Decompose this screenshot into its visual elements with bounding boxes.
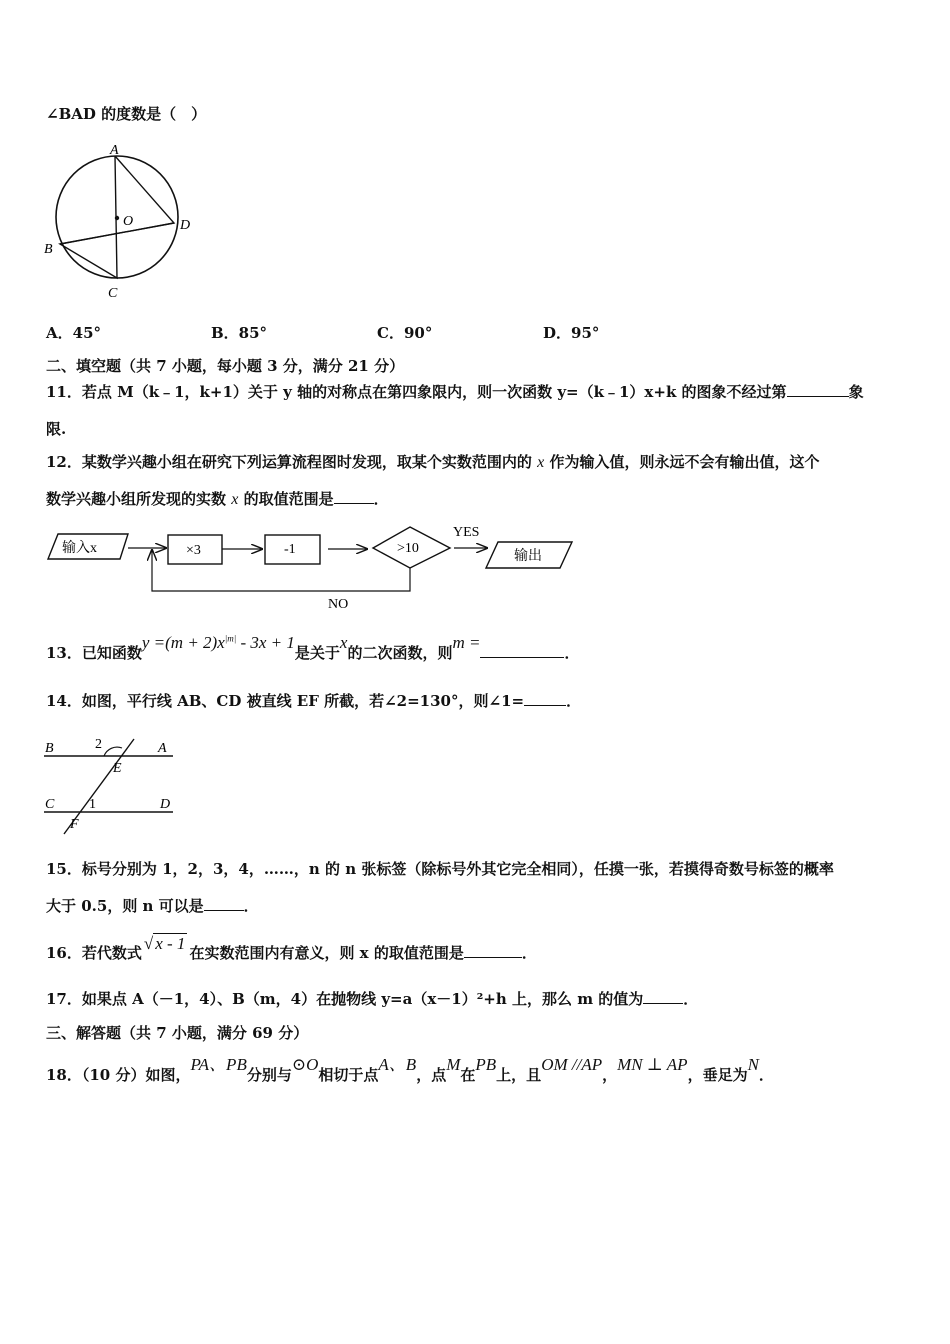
svg-text:2: 2 bbox=[95, 737, 102, 752]
q13-formula: $y =(m + 2)x^{|m|} - 3x + 1$ bbox=[141, 633, 295, 652]
q18-f6: OM //AP bbox=[541, 1055, 603, 1074]
q18-prefix: 18．（10 分）如图， bbox=[46, 1066, 191, 1084]
q11-line2: 限. bbox=[46, 420, 67, 438]
option-c: C．90° bbox=[377, 324, 433, 342]
label-O: O bbox=[123, 214, 134, 229]
option-a: A．45° bbox=[46, 324, 102, 342]
q18-f4: M bbox=[446, 1055, 461, 1074]
q18-t7: ，垂足为 bbox=[687, 1066, 748, 1084]
label-C: C bbox=[108, 286, 118, 300]
q12-blank bbox=[334, 489, 374, 504]
q12-end: ． bbox=[373, 490, 389, 508]
svg-text:D: D bbox=[160, 797, 171, 812]
q13-end: ． bbox=[564, 644, 580, 662]
svg-text:输出: 输出 bbox=[514, 549, 542, 564]
q17-text: 17．如果点 A（－1，4）、B（m，4）在抛物线 y=a（x－1）²+h 上，那么 m 的值为 bbox=[46, 990, 644, 1008]
q16-line bbox=[46, 934, 537, 963]
q10-tail: ∠BAD 的度数是（ ） bbox=[46, 105, 207, 123]
q15-blank bbox=[204, 896, 244, 911]
q12-line1 bbox=[46, 451, 819, 472]
q18-t4: 在 bbox=[460, 1066, 476, 1084]
q14-parallel-lines-figure bbox=[40, 728, 180, 840]
svg-text:输入x: 输入x bbox=[62, 541, 97, 556]
label-A: A bbox=[110, 143, 119, 158]
q15-end: ． bbox=[243, 897, 259, 915]
q18-f5: PB bbox=[475, 1055, 497, 1074]
section-2-heading: 二、填空题（共 7 小题，每小题 3 分，满分 21 分） bbox=[46, 357, 405, 375]
svg-text:A: A bbox=[158, 741, 167, 756]
q12-var-2: x bbox=[231, 491, 239, 508]
svg-text:NO: NO bbox=[328, 597, 349, 612]
section-3-heading: 三、解答题（共 7 小题，满分 69 分） bbox=[46, 1024, 309, 1042]
q18-t6: ， bbox=[602, 1066, 618, 1084]
q11-line1 bbox=[46, 381, 864, 402]
option-d: D．95° bbox=[543, 324, 600, 342]
q18-line bbox=[46, 1055, 774, 1085]
q14-line bbox=[46, 690, 581, 711]
svg-text:×3: ×3 bbox=[186, 543, 201, 558]
q12-text-d: 的取值范围是 bbox=[243, 490, 334, 508]
q15-line2 bbox=[46, 895, 259, 916]
q12-flowchart bbox=[40, 516, 580, 616]
q13-var: x bbox=[339, 633, 348, 652]
label-B: B bbox=[44, 242, 53, 257]
svg-text:-1: -1 bbox=[284, 542, 296, 557]
q13-mid: 是关于 bbox=[294, 644, 340, 662]
q12-var: x bbox=[537, 454, 545, 471]
q13-mid2: 的二次函数，则 bbox=[347, 644, 453, 662]
q13-prefix: 13．已知函数 bbox=[46, 644, 142, 662]
q18-t5: 上，且 bbox=[496, 1066, 542, 1084]
q13-var-m: m = bbox=[452, 633, 481, 652]
q18-f2: ⊙O bbox=[291, 1055, 319, 1074]
q14-text: 14．如图，平行线 AB、CD 被直线 EF 所截，若∠2=130°，则∠1= bbox=[46, 692, 525, 710]
svg-text:1: 1 bbox=[89, 797, 96, 812]
q13-line bbox=[46, 633, 580, 663]
q18-f7: MN ⊥ AP bbox=[617, 1055, 688, 1074]
q16-radical: √ x - 1 bbox=[143, 934, 186, 953]
q15-line1: 15．标号分别为 1，2，3，4，……，n 的 n 张标签（除标号外其它完全相同），任摸一张，若摸得奇数号标签的概率 bbox=[46, 860, 834, 878]
q18-f1: PA、PB bbox=[190, 1055, 247, 1074]
q17-end: ． bbox=[683, 990, 699, 1008]
center-dot bbox=[115, 216, 119, 220]
q14-blank bbox=[524, 691, 566, 706]
q18-end: ． bbox=[758, 1066, 774, 1084]
q12-text-c: 数学兴趣小组所发现的实数 bbox=[46, 490, 227, 508]
q18-t3: ，点 bbox=[416, 1066, 447, 1084]
q18-f3: A、B bbox=[378, 1055, 417, 1074]
svg-text:>10: >10 bbox=[397, 541, 419, 556]
q16-mid: 在实数范围内有意义，则 x 的取值范围是 bbox=[189, 944, 464, 962]
q16-blank bbox=[464, 943, 522, 958]
svg-text:E: E bbox=[113, 761, 122, 776]
option-b: B．85° bbox=[211, 324, 268, 342]
q11-text: 11．若点 M（k﹣1，k+1）关于 y 轴的对称点在第四象限内，则一次函数 y=（k﹣1）x+k 的图象不经过第 bbox=[46, 383, 787, 401]
q11-blank bbox=[787, 382, 849, 397]
q12-text-a: 12．某数学兴趣小组在研究下列运算流程图时发现，取某个实数范围内的 bbox=[46, 453, 532, 471]
q18-t2: 相切于点 bbox=[318, 1066, 379, 1084]
q16-prefix: 16．若代数式 bbox=[46, 944, 142, 962]
q12-line2 bbox=[46, 488, 389, 509]
q10-circle-figure bbox=[40, 140, 200, 300]
q18-f8: N bbox=[747, 1055, 759, 1074]
q17-line bbox=[46, 988, 698, 1009]
label-D: D bbox=[180, 218, 191, 233]
q14-end: ． bbox=[566, 692, 582, 710]
svg-text:YES: YES bbox=[453, 525, 480, 540]
q12-text-b: 作为输入值，则永远不会有输出值，这个 bbox=[549, 453, 820, 471]
q16-end: ． bbox=[521, 944, 537, 962]
q15-text: 大于 0.5，则 n 可以是 bbox=[46, 897, 204, 915]
q11-end: 象 bbox=[848, 383, 864, 401]
q13-blank bbox=[480, 643, 564, 658]
svg-text:B: B bbox=[45, 741, 54, 756]
svg-text:C: C bbox=[45, 797, 55, 812]
svg-text:F: F bbox=[70, 817, 79, 832]
q17-blank bbox=[643, 989, 683, 1004]
q18-t1: 分别与 bbox=[246, 1066, 292, 1084]
